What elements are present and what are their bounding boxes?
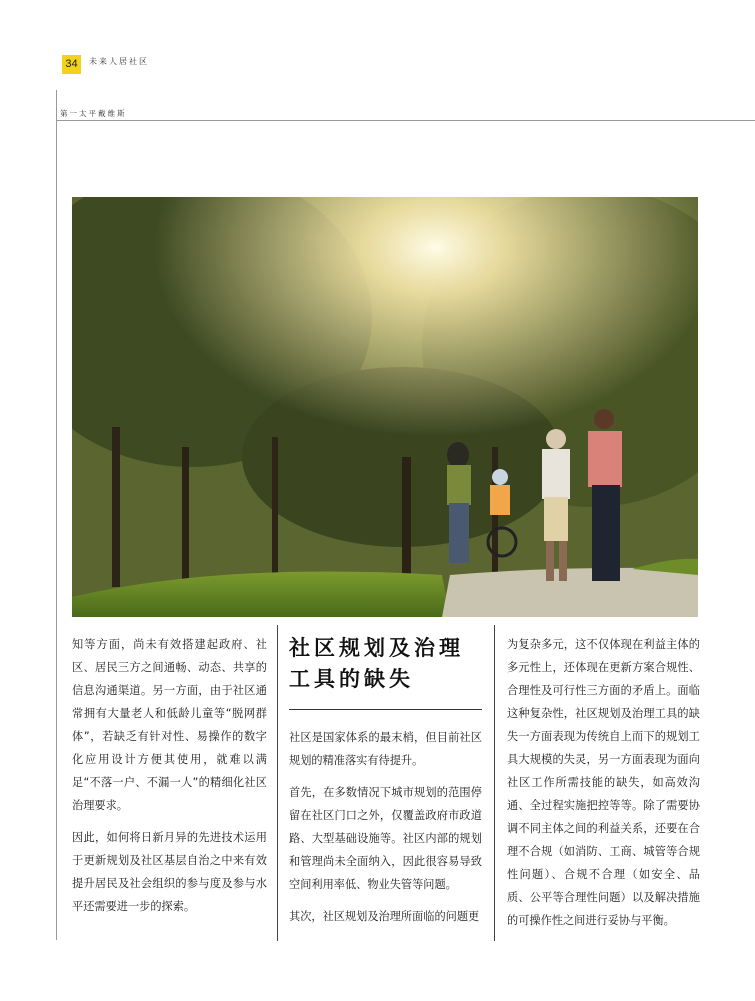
column2-paragraph-1: 社区是国家体系的最末梢，但目前社区规划的精准落实有待提升。 xyxy=(289,731,482,767)
column1-paragraph-1: 知等方面，尚未有效搭建起政府、社区、居民三方之间通畅、动态、共享的信息沟通渠道。另一方面，由于社区通常拥有大量老人和低龄儿童等“脱网群体”，若缺乏有针对性、易操作的数字化应用设计方便其使用，就难以满足“不落一户、不漏一人”的精细化社区治理要求。 xyxy=(72,638,267,812)
park-walk-photo xyxy=(72,197,698,617)
section-heading-line1: 社区规划及治理 xyxy=(289,636,464,660)
left-margin-rule xyxy=(56,90,57,940)
heading-underline xyxy=(289,709,482,710)
column-divider-1 xyxy=(277,625,278,941)
article-column-3 xyxy=(507,633,700,941)
column1-paragraph-2: 因此，如何将日新月异的先进技术运用于更新规划及社区基层自治之中来有效提升居民及社会组织的参与度及参与水平还需要进一步的探索。 xyxy=(72,831,267,913)
column2-paragraph-2: 首先，在多数情况下城市规划的范围停留在社区门口之外，仅覆盖政府市政道路、大型基础设施等。社区内部的规划和管理尚未全面纳入，因此很容易导致空间利用率低、物业失管等问题。 xyxy=(289,786,482,891)
header-divider xyxy=(56,120,755,121)
column2-paragraph-3: 其次，社区规划及治理所面临的问题更 xyxy=(289,910,480,923)
section-heading-line2: 工具的缺失 xyxy=(289,667,414,691)
section-heading xyxy=(289,633,482,695)
article-column-2 xyxy=(289,633,482,937)
magazine-title: 未来人居社区 xyxy=(89,57,149,66)
section-label: 第一太平戴维斯 xyxy=(60,109,127,118)
photo-illustration xyxy=(72,197,698,617)
column3-paragraph-1: 为复杂多元，这不仅体现在利益主体的多元性上，还体现在更新方案合规性、合理性及可行性三方面的矛盾上。面临这种复杂性，社区规划及治理工具的缺失一方面表现为传统自上而下的规划工具大规模的失灵，另一方面表现为面向社区工作所需技能的缺失，如高效沟通、全过程实施把控等等。除了需要协调不同主体之间的利益关系，还要在合理不合规（如消防、工商、城管等合规性问题）、合规不合理（如安全、品质、公平等合理性问题）以及解决措施的可操作性之间进行妥协与平衡。 xyxy=(507,638,700,927)
page-number: 34 xyxy=(62,55,81,74)
column-divider-2 xyxy=(494,625,495,941)
article-column-1 xyxy=(72,633,267,927)
